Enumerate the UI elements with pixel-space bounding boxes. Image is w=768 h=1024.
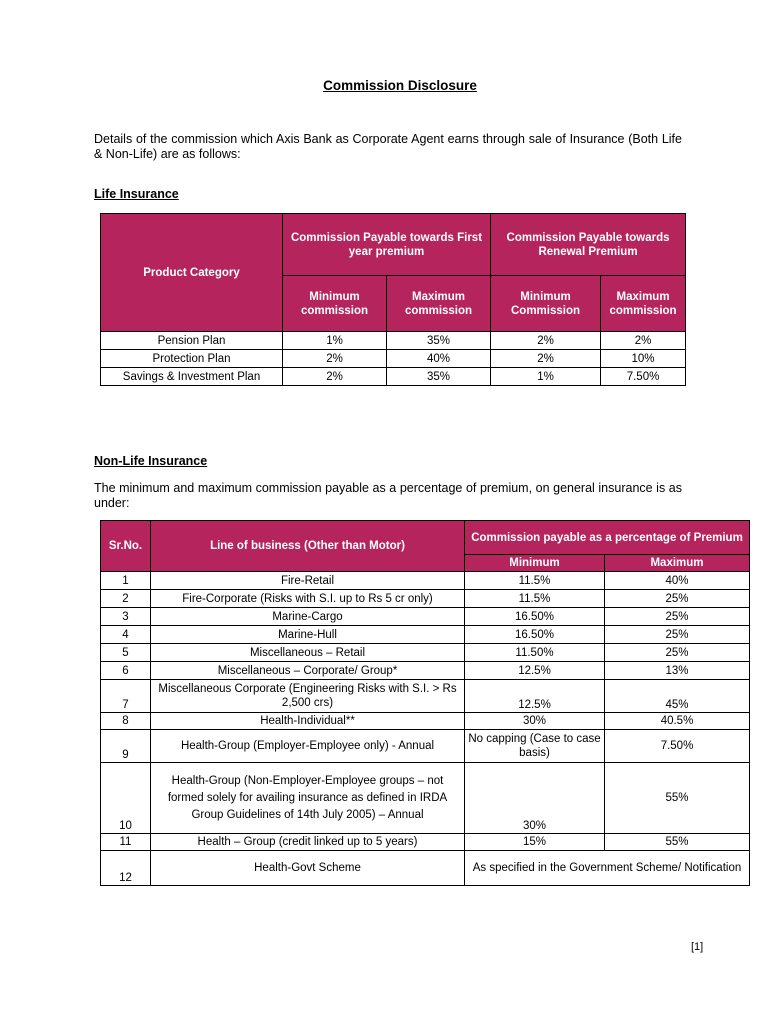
fy-min-value: 2%	[283, 350, 387, 368]
maximum-value: 40%	[605, 572, 750, 590]
rn-min-value: 2%	[491, 350, 601, 368]
sr-no: 2	[101, 590, 151, 608]
header-rn-max: Maximum commission	[601, 276, 686, 332]
line-of-business: Health-Group (Non-Employer-Employee groups – not formed solely for availing insurance as defined in IRDA Group Guidelines of 14th July 2005) – Annual	[151, 763, 465, 834]
rn-max-value: 10%	[601, 350, 686, 368]
header-product-category: Product Category	[101, 214, 283, 332]
line-of-business: Fire-Corporate (Risks with S.I. up to Rs 5 cr only)	[151, 590, 465, 608]
maximum-value: 25%	[605, 590, 750, 608]
line-of-business: Fire-Retail	[151, 572, 465, 590]
header-commission-payable: Commission payable as a percentage of Premium	[465, 521, 750, 555]
line-of-business: Health-Individual**	[151, 713, 465, 730]
life-insurance-table	[100, 213, 686, 386]
table-row	[101, 368, 686, 386]
table-row	[101, 572, 750, 590]
sr-no: 8	[101, 713, 151, 730]
sr-no: 4	[101, 626, 151, 644]
minimum-value: 11.50%	[465, 644, 605, 662]
maximum-value: 40.5%	[605, 713, 750, 730]
line-of-business: Marine-Hull	[151, 626, 465, 644]
minimum-value: 11.5%	[465, 572, 605, 590]
product-category: Protection Plan	[101, 350, 283, 368]
non-life-insurance-heading: Non-Life Insurance	[94, 454, 208, 468]
sr-no: 3	[101, 608, 151, 626]
page-number: [1]	[691, 941, 704, 953]
sr-no: 7	[101, 680, 151, 713]
sr-no: 9	[101, 730, 151, 763]
header-renewal: Commission Payable towards Renewal Premium	[491, 214, 686, 276]
maximum-value: 55%	[605, 834, 750, 851]
header-rn-min: Minimum Commission	[491, 276, 601, 332]
minimum-value: 12.5%	[465, 662, 605, 680]
header-minimum: Minimum	[465, 555, 605, 572]
table-row	[101, 730, 750, 763]
life-insurance-heading: Life Insurance	[94, 187, 179, 201]
product-category: Savings & Investment Plan	[101, 368, 283, 386]
minimum-value: 15%	[465, 834, 605, 851]
rn-max-value: 2%	[601, 332, 686, 350]
sr-no: 1	[101, 572, 151, 590]
table-row	[101, 851, 750, 886]
maximum-value: 55%	[605, 763, 750, 834]
table-row	[101, 590, 750, 608]
rn-min-value: 2%	[491, 332, 601, 350]
minimum-value: 30%	[465, 713, 605, 730]
table-row	[101, 680, 750, 713]
line-of-business: Health-Group (Employer-Employee only) - Annual	[151, 730, 465, 763]
table-row	[101, 644, 750, 662]
minimum-value: 16.50%	[465, 626, 605, 644]
header-sr-no: Sr.No.	[101, 521, 151, 572]
header-fy-min: Minimum commission	[283, 276, 387, 332]
maximum-value: 13%	[605, 662, 750, 680]
minimum-value: 16.50%	[465, 608, 605, 626]
merged-commission-value: As specified in the Government Scheme/ Notification	[465, 851, 750, 886]
table-row	[101, 763, 750, 834]
fy-max-value: 35%	[387, 368, 491, 386]
maximum-value: 25%	[605, 644, 750, 662]
rn-max-value: 7.50%	[601, 368, 686, 386]
non-life-intro-paragraph: The minimum and maximum commission payable as a percentage of premium, on general insurance is as under:	[94, 481, 682, 510]
minimum-value: 11.5%	[465, 590, 605, 608]
header-fy-max: Maximum commission	[387, 276, 491, 332]
line-of-business: Miscellaneous – Corporate/ Group*	[151, 662, 465, 680]
non-life-insurance-table	[100, 520, 750, 886]
table-row	[101, 608, 750, 626]
fy-min-value: 1%	[283, 332, 387, 350]
maximum-value: 25%	[605, 626, 750, 644]
line-of-business: Health-Govt Scheme	[151, 851, 465, 886]
line-of-business: Health – Group (credit linked up to 5 years)	[151, 834, 465, 851]
fy-max-value: 40%	[387, 350, 491, 368]
minimum-value: 30%	[465, 763, 605, 834]
intro-paragraph: Details of the commission which Axis Bank as Corporate Agent earns through sale of Insurance (Both Life & Non-Life) are as follows:	[94, 132, 682, 161]
line-of-business: Miscellaneous Corporate (Engineering Risks with S.I. > Rs 2,500 crs)	[151, 680, 465, 713]
sr-no: 6	[101, 662, 151, 680]
sr-no: 5	[101, 644, 151, 662]
table-row	[101, 713, 750, 730]
header-first-year: Commission Payable towards First year premium	[283, 214, 491, 276]
table-row	[101, 350, 686, 368]
minimum-value: No capping (Case to case basis)	[465, 730, 605, 763]
table-row	[101, 662, 750, 680]
maximum-value: 7.50%	[605, 730, 750, 763]
minimum-value: 12.5%	[465, 680, 605, 713]
fy-min-value: 2%	[283, 368, 387, 386]
header-line-of-business: Line of business (Other than Motor)	[151, 521, 465, 572]
rn-min-value: 1%	[491, 368, 601, 386]
page-title: Commission Disclosure	[323, 78, 477, 93]
header-maximum: Maximum	[605, 555, 750, 572]
table-row	[101, 834, 750, 851]
line-of-business: Marine-Cargo	[151, 608, 465, 626]
maximum-value: 45%	[605, 680, 750, 713]
sr-no: 12	[101, 851, 151, 886]
fy-max-value: 35%	[387, 332, 491, 350]
table-row	[101, 332, 686, 350]
product-category: Pension Plan	[101, 332, 283, 350]
table-row	[101, 626, 750, 644]
sr-no: 10	[101, 763, 151, 834]
line-of-business: Miscellaneous – Retail	[151, 644, 465, 662]
maximum-value: 25%	[605, 608, 750, 626]
sr-no: 11	[101, 834, 151, 851]
